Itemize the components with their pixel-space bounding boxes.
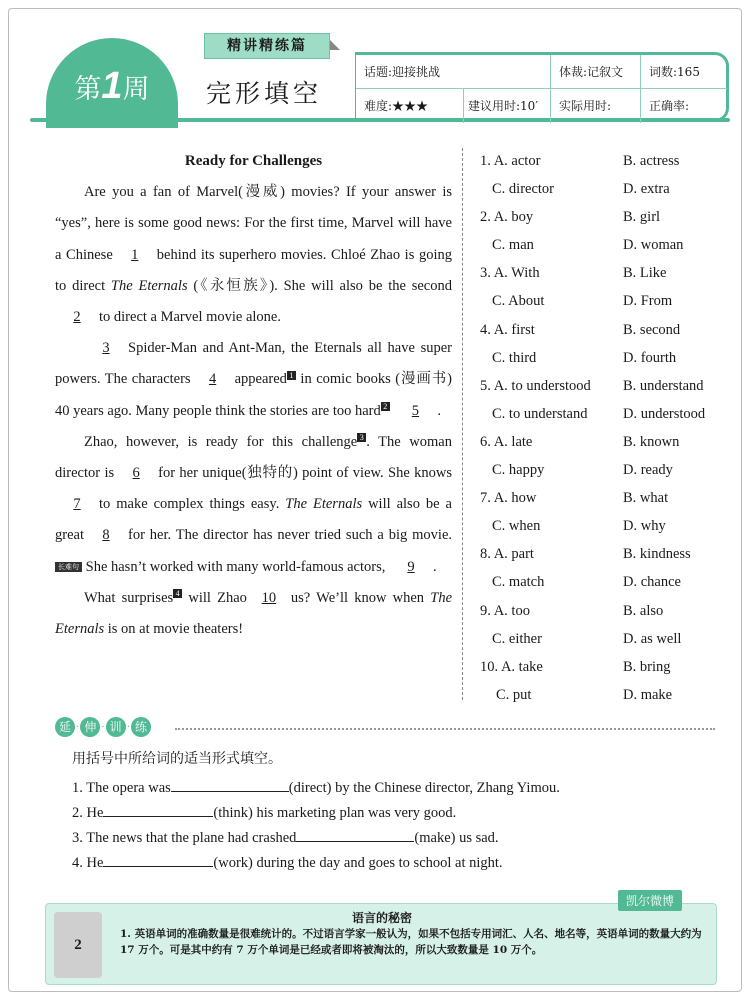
passage-title: Ready for Challenges	[184, 153, 323, 169]
extension-heading	[55, 717, 151, 737]
word-count: 词数:165	[641, 55, 727, 89]
question-row	[480, 512, 730, 540]
question-row	[480, 203, 730, 231]
option-d[interactable]: D. ready	[623, 462, 673, 479]
option-d[interactable]: D. why	[623, 518, 666, 535]
answer-blank[interactable]: 9	[407, 558, 415, 575]
option-c[interactable]: C. About	[492, 293, 545, 310]
option-c[interactable]: C. man	[492, 237, 534, 254]
question-row	[480, 681, 730, 709]
option-c[interactable]: C. either	[492, 630, 542, 647]
exercise-suffix: (think) his marketing plan was very good.	[213, 805, 457, 821]
option-a[interactable]: 10. A. take	[480, 658, 543, 675]
heading-char: 延	[55, 717, 75, 737]
option-c[interactable]: C. when	[492, 518, 541, 535]
answer-blank[interactable]: 1	[131, 246, 139, 263]
passage-text: to direct a Marvel movie alone.	[99, 309, 281, 326]
answer-blank[interactable]: 4	[208, 371, 217, 388]
passage-text: in comic books (漫画书) 40 years ago. Many people think the stories are too hard	[55, 371, 453, 419]
info-table	[355, 52, 729, 122]
option-b[interactable]: B. second	[623, 321, 681, 338]
movie-title: The Eternals	[110, 277, 188, 294]
fill-blank[interactable]	[171, 778, 289, 792]
option-d[interactable]: D. chance	[623, 574, 681, 591]
long-sentence-tag: 长难句	[55, 562, 82, 572]
question-row	[480, 344, 730, 372]
option-a[interactable]: 4. A. first	[480, 321, 535, 338]
question-row	[480, 540, 730, 568]
exercise-item	[72, 778, 560, 797]
question-row	[480, 428, 730, 456]
option-d[interactable]: D. understood	[623, 405, 706, 422]
fill-blank[interactable]	[103, 803, 213, 817]
option-b[interactable]: B. what	[623, 490, 669, 507]
option-d[interactable]: D. make	[623, 686, 673, 703]
passage-text: will also be a great	[55, 496, 452, 544]
answer-blank[interactable]: 10	[261, 589, 277, 606]
tip-text: 1. 英语单词的准确数量是很难统计的。不过语言学家一般认为，如果不包括专用词汇、人名、地名等，英语单词的数量大约为 17 万个。可是其中约有 7 万个单词是已经或者即将被淘汰的，所以大致数量是 10 万个。	[120, 928, 702, 956]
exercise-suffix: (direct) by the Chinese director, Zhang Yimou.	[288, 780, 560, 796]
passage-text: us? We’ll know when	[290, 589, 431, 606]
question-row	[480, 597, 730, 625]
exercise-suffix: (make) us sad.	[414, 830, 499, 846]
fill-blank[interactable]	[103, 853, 213, 867]
passage-text: Spider-Man and Ant-Man, the Eternals all have super powers. The characters	[55, 340, 452, 388]
week-prefix: 第	[74, 74, 102, 105]
passage-text: will Zhao	[182, 589, 247, 606]
passage-text: to make complex things easy.	[99, 496, 286, 513]
difficulty: 难度:★★★	[356, 89, 464, 123]
topic: 话题:迎接挑战	[356, 55, 551, 89]
question-row	[480, 456, 730, 484]
option-b[interactable]: B. actress	[623, 153, 680, 169]
option-b[interactable]: B. also	[623, 602, 664, 619]
heading-char: 训	[106, 717, 126, 737]
option-b[interactable]: B. kindness	[623, 546, 691, 563]
option-a[interactable]: 8. A. part	[480, 546, 534, 563]
fill-blank[interactable]	[296, 828, 414, 842]
option-a[interactable]: 5. A. to understood	[480, 377, 591, 394]
brand-badge: 凯尔微博	[618, 890, 682, 911]
options-list	[480, 147, 730, 709]
note-marker: 1	[287, 371, 296, 380]
option-b[interactable]: B. understand	[623, 377, 704, 394]
option-c[interactable]: C. director	[492, 181, 555, 198]
exercise-item	[72, 853, 503, 872]
option-a[interactable]: 9. A. too	[480, 602, 530, 619]
passage-text: .	[437, 402, 442, 419]
exercise-instruction: 用括号中所给词的适当形式填空。	[72, 751, 282, 767]
answer-blank[interactable]: 8	[102, 527, 110, 544]
passage-text: (《永恒族》). She will also be the second	[187, 277, 452, 294]
passage-text: for her. The director has never tried such a big movie.	[127, 527, 452, 544]
passage-paragraph	[55, 583, 452, 645]
dot: ·	[76, 721, 80, 733]
tip-title: 语言的秘密	[351, 911, 412, 925]
passage-text: for her unique(独特的) point of view. She knows	[158, 465, 452, 482]
question-row	[480, 400, 730, 428]
dot: ·	[126, 721, 131, 733]
heading-char: 练	[131, 717, 151, 737]
passage-text: . The woman director is	[55, 433, 452, 482]
option-c[interactable]: C. happy	[492, 462, 545, 479]
note-marker: 2	[381, 402, 390, 411]
option-c[interactable]: C. third	[492, 349, 537, 366]
exercise-item	[72, 828, 499, 847]
question-row	[480, 568, 730, 596]
page-title: 完形填空	[206, 79, 323, 108]
option-a[interactable]: 7. A. how	[480, 490, 537, 507]
passage-text: Zhao, however, is ready for this challenge	[84, 433, 358, 450]
note-marker: 3	[357, 433, 366, 442]
wavy-rule	[175, 728, 715, 732]
exercise-prefix: 3. The news that the plane had crashed	[72, 830, 297, 846]
option-b[interactable]: B. Like	[623, 265, 667, 282]
question-row	[480, 259, 730, 287]
actual-time: 实际用时:	[551, 89, 641, 123]
question-row	[480, 484, 730, 512]
option-c[interactable]: C. to understand	[492, 405, 588, 422]
passage-text: is on at movie theaters!	[104, 621, 244, 638]
question-row	[480, 231, 730, 259]
passage-text: behind its superhero movies. Chloé Zhao is going to direct	[55, 246, 452, 294]
movie-title: The Eternals	[285, 496, 363, 513]
passage-text: Are you a fan of Marvel(漫威) movies? If your answer is “yes”, here is some good news: For the first time, Marvel will have a Chinese	[55, 184, 452, 263]
option-a[interactable]: 3. A. With	[480, 265, 540, 282]
passage-paragraph	[55, 427, 452, 583]
dot: ·	[101, 721, 105, 733]
week-number: 1	[101, 65, 123, 107]
option-c[interactable]: C. match	[492, 574, 545, 591]
passage-paragraph	[55, 177, 452, 333]
exercise-prefix: 2. He	[72, 805, 104, 821]
exercise-suffix: (work) during the day and goes to school at night.	[213, 855, 503, 871]
option-a[interactable]: 1. A. actor	[480, 153, 541, 169]
section-tab: 精讲精练篇	[204, 33, 330, 59]
option-d[interactable]: D. extra	[623, 181, 670, 198]
answer-blank[interactable]: 3	[102, 340, 110, 357]
week-suffix: 周	[122, 74, 150, 105]
answer-blank[interactable]: 7	[73, 496, 81, 513]
tip-box	[45, 903, 717, 985]
exercise-item	[72, 803, 456, 822]
column-divider	[462, 148, 463, 700]
option-a[interactable]: 6. A. late	[480, 433, 533, 450]
passage-paragraph	[55, 333, 452, 427]
answer-blank[interactable]: 6	[132, 465, 140, 482]
passage-text: .	[433, 558, 437, 575]
option-d[interactable]: D. fourth	[623, 349, 677, 366]
question-row	[480, 625, 730, 653]
option-d[interactable]: D. woman	[623, 237, 684, 254]
suggested-time: 建议用时:10′	[464, 89, 551, 123]
option-b[interactable]: B. known	[623, 433, 680, 450]
page-number: 2	[54, 912, 102, 978]
question-row	[480, 287, 730, 315]
passage	[55, 146, 452, 645]
passage-text: She hasn’t worked with many world-famous actors,	[82, 558, 389, 575]
question-row	[480, 316, 730, 344]
question-row	[480, 372, 730, 400]
exercise-prefix: 4. He	[72, 855, 104, 871]
option-d[interactable]: D. as well	[623, 630, 682, 647]
heading-char: 伸	[80, 717, 100, 737]
tab-fold	[330, 40, 340, 50]
movie-title: The Eternals	[55, 589, 452, 638]
exercise-prefix: 1. The opera was	[72, 780, 171, 796]
question-row	[480, 653, 730, 681]
note-marker: 4	[173, 589, 182, 598]
option-d[interactable]: D. From	[623, 293, 673, 310]
answer-blank[interactable]: 5	[411, 402, 420, 419]
option-b[interactable]: B. girl	[623, 209, 661, 226]
question-row	[480, 175, 730, 203]
answer-blank[interactable]: 2	[73, 309, 81, 326]
genre: 体裁:记叙文	[551, 55, 641, 89]
question-row	[480, 147, 730, 175]
option-a[interactable]: 2. A. boy	[480, 209, 534, 226]
accuracy: 正确率:	[649, 99, 690, 113]
option-c[interactable]: C. put	[496, 686, 532, 703]
passage-text: appeared	[234, 371, 287, 388]
option-b[interactable]: B. bring	[623, 658, 671, 675]
passage-text: What surprises	[84, 589, 174, 606]
